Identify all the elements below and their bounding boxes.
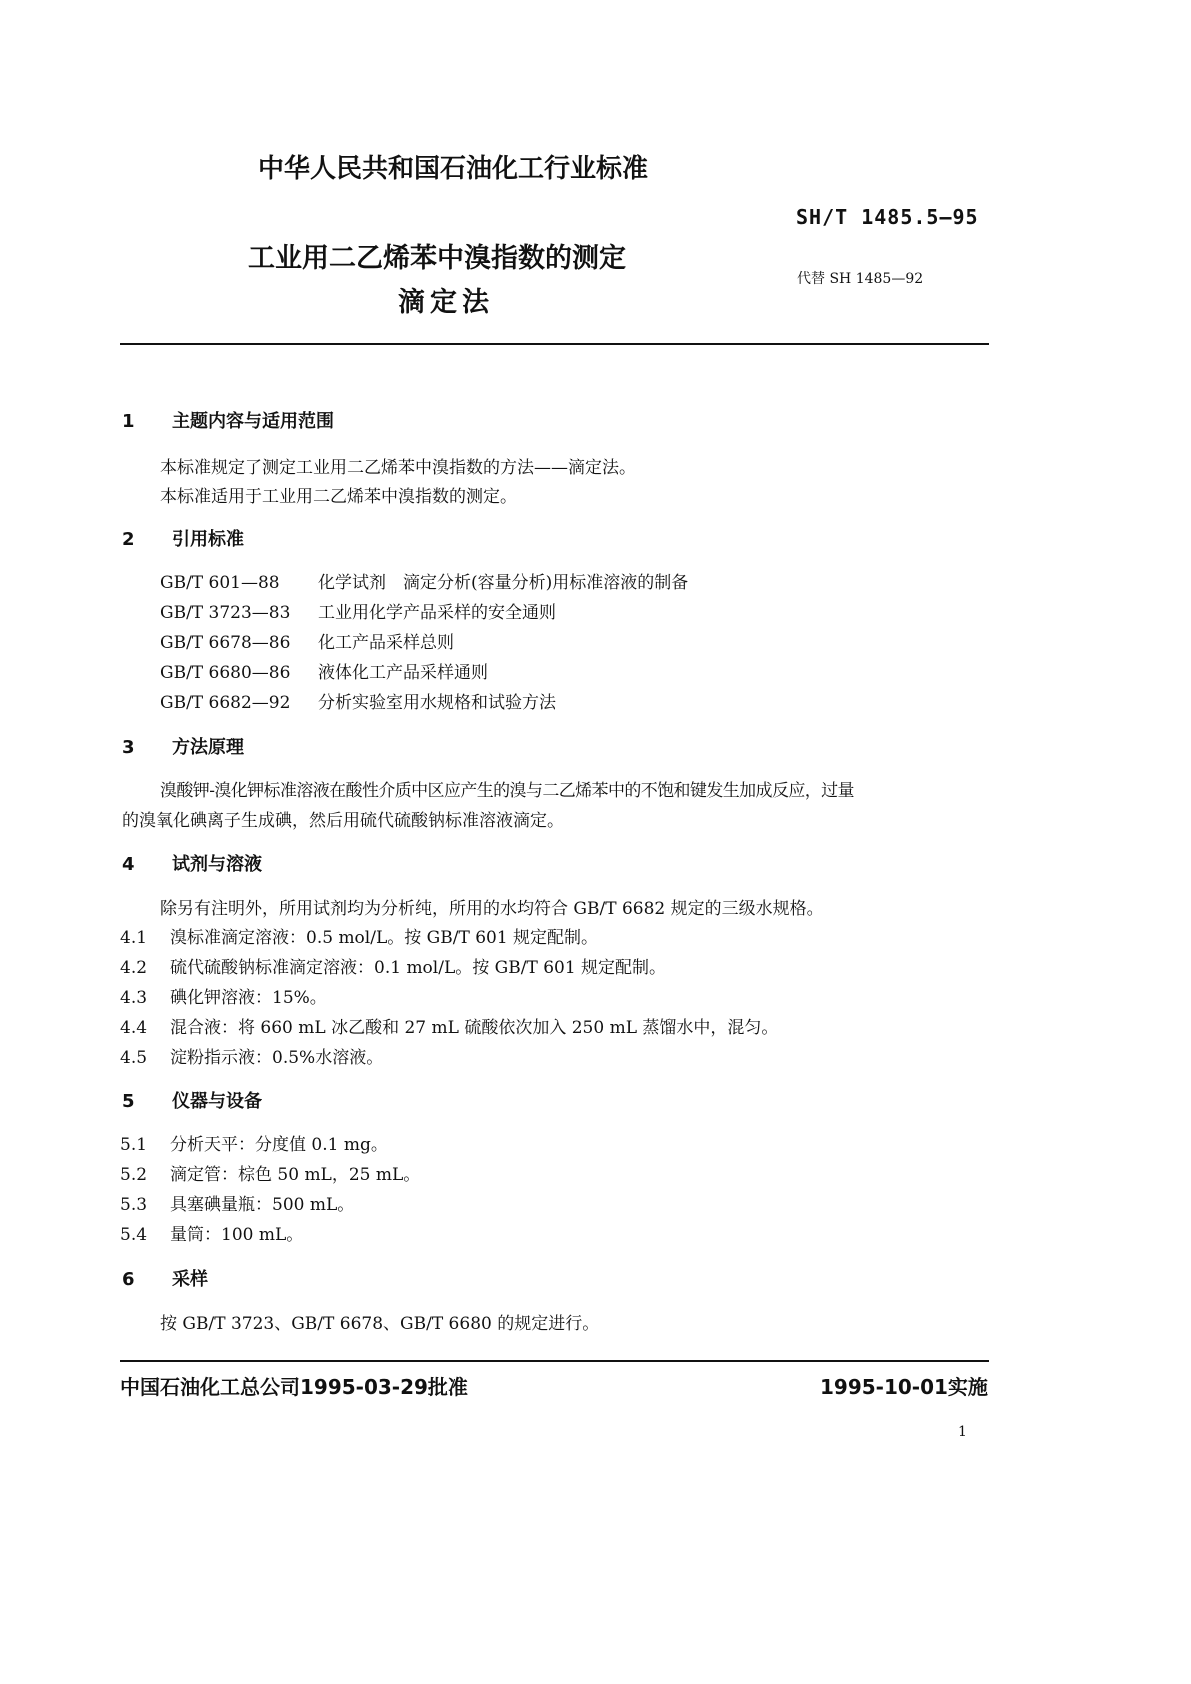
reference-title: 工业用化学产品采样的安全通则 xyxy=(318,603,556,623)
section-title: 主题内容与适用范围 xyxy=(172,411,334,432)
standard-code: SH/T 1485.5—95 xyxy=(796,205,979,229)
paragraph: 本标准规定了测定工业用二乙烯苯中溴指数的方法——滴定法。 xyxy=(160,458,636,478)
subclause-number: 5.1 xyxy=(120,1135,148,1155)
section-heading-3 xyxy=(122,733,244,759)
reference-title: 液体化工产品采样通则 xyxy=(318,663,488,683)
subclause-number: 5.4 xyxy=(120,1225,148,1245)
reference-title: 分析实验室用水规格和试验方法 xyxy=(318,693,556,713)
section-title: 采样 xyxy=(172,1269,208,1290)
paragraph-continued: 的溴氧化碘离子生成碘，然后用硫代硫酸钠标准溶液滴定。 xyxy=(122,811,564,831)
reference-item xyxy=(160,658,488,683)
page-number: 1 xyxy=(958,1424,967,1440)
subclause-text: 硫代硫酸钠标准滴定溶液：0.1 mol/L。按 GB/T 601 规定配制。 xyxy=(170,958,667,978)
subclause-number: 4.5 xyxy=(120,1048,148,1068)
reference-title: 化学试剂 滴定分析(容量分析)用标准溶液的制备 xyxy=(318,573,689,593)
paragraph: 溴酸钾-溴化钾标准溶液在酸性介质中区应产生的溴与二乙烯苯中的不饱和键发生加成反应，过量 xyxy=(160,781,854,801)
subclause-text: 具塞碘量瓶：500 mL。 xyxy=(170,1195,355,1215)
section-heading-6 xyxy=(122,1265,208,1291)
subclause xyxy=(120,1190,354,1215)
subclause-number: 4.2 xyxy=(120,958,148,978)
reference-code: GB/T 3723—83 xyxy=(160,603,291,623)
subclause xyxy=(120,983,327,1008)
reference-code: GB/T 601—88 xyxy=(160,573,280,593)
subclause-number: 5.2 xyxy=(120,1165,148,1185)
subclause-text: 混合液：将 660 mL 冰乙酸和 27 mL 硫酸依次加入 250 mL 蒸馏水中，混匀。 xyxy=(170,1018,779,1038)
subclause xyxy=(120,1013,778,1038)
subclause-text: 分析天平：分度值 0.1 mg。 xyxy=(170,1135,388,1155)
document-subtitle: 滴定法 xyxy=(398,287,494,318)
subclause-number: 4.4 xyxy=(120,1018,148,1038)
reference-item xyxy=(160,568,688,593)
subclause-text: 淀粉指示液：0.5%水溶液。 xyxy=(170,1048,384,1068)
subclause-number: 5.3 xyxy=(120,1195,148,1215)
subclause-text: 量筒：100 mL。 xyxy=(170,1225,304,1245)
section-number: 1 xyxy=(122,411,135,432)
approval-line: 中国石油化工总公司1995-03-29批准 xyxy=(120,1375,468,1399)
subclause-number: 4.3 xyxy=(120,988,148,1008)
header-divider xyxy=(120,343,989,345)
section-heading-1 xyxy=(122,407,334,433)
document-title: 工业用二乙烯苯中溴指数的测定 xyxy=(248,243,626,274)
reference-code: GB/T 6678—86 xyxy=(160,633,291,653)
section-heading-5 xyxy=(122,1087,262,1113)
section-heading-4 xyxy=(122,850,262,876)
section-number: 4 xyxy=(122,854,135,875)
paragraph: 按 GB/T 3723、GB/T 6678、GB/T 6680 的规定进行。 xyxy=(160,1314,600,1334)
section-title: 试剂与溶液 xyxy=(172,854,262,875)
section-number: 3 xyxy=(122,737,135,758)
section-number: 5 xyxy=(122,1091,135,1112)
subclause-text: 溴标准滴定溶液：0.5 mol/L。按 GB/T 601 规定配制。 xyxy=(170,928,599,948)
reference-item xyxy=(160,598,556,623)
effective-date: 1995-10-01实施 xyxy=(820,1375,988,1399)
section-title: 引用标准 xyxy=(172,529,244,550)
reference-item xyxy=(160,628,454,653)
replaces-standard: 代替 SH 1485—92 xyxy=(797,271,924,287)
section-title: 方法原理 xyxy=(172,737,244,758)
paragraph: 本标准适用于工业用二乙烯苯中溴指数的测定。 xyxy=(160,487,517,507)
reference-code: GB/T 6680—86 xyxy=(160,663,291,683)
subclause-number: 4.1 xyxy=(120,928,148,948)
section-heading-2 xyxy=(122,525,244,551)
subclause-text: 碘化钾溶液：15%。 xyxy=(170,988,327,1008)
section-title: 仪器与设备 xyxy=(172,1091,262,1112)
reference-item xyxy=(160,688,556,713)
subclause xyxy=(120,923,598,948)
reference-title: 化工产品采样总则 xyxy=(318,633,454,653)
section-number: 6 xyxy=(122,1269,135,1290)
subclause xyxy=(120,1130,388,1155)
issuing-organization: 中华人民共和国石油化工行业标准 xyxy=(258,154,649,184)
subclause xyxy=(120,1220,303,1245)
subclause xyxy=(120,953,666,978)
footer-divider xyxy=(120,1360,989,1362)
reference-code: GB/T 6682—92 xyxy=(160,693,291,713)
section-number: 2 xyxy=(122,529,135,550)
subclause xyxy=(120,1160,420,1185)
paragraph: 除另有注明外，所用试剂均为分析纯，所用的水均符合 GB/T 6682 规定的三级水规格。 xyxy=(160,899,824,919)
subclause-text: 滴定管：棕色 50 mL，25 mL。 xyxy=(170,1165,421,1185)
subclause xyxy=(120,1043,383,1068)
